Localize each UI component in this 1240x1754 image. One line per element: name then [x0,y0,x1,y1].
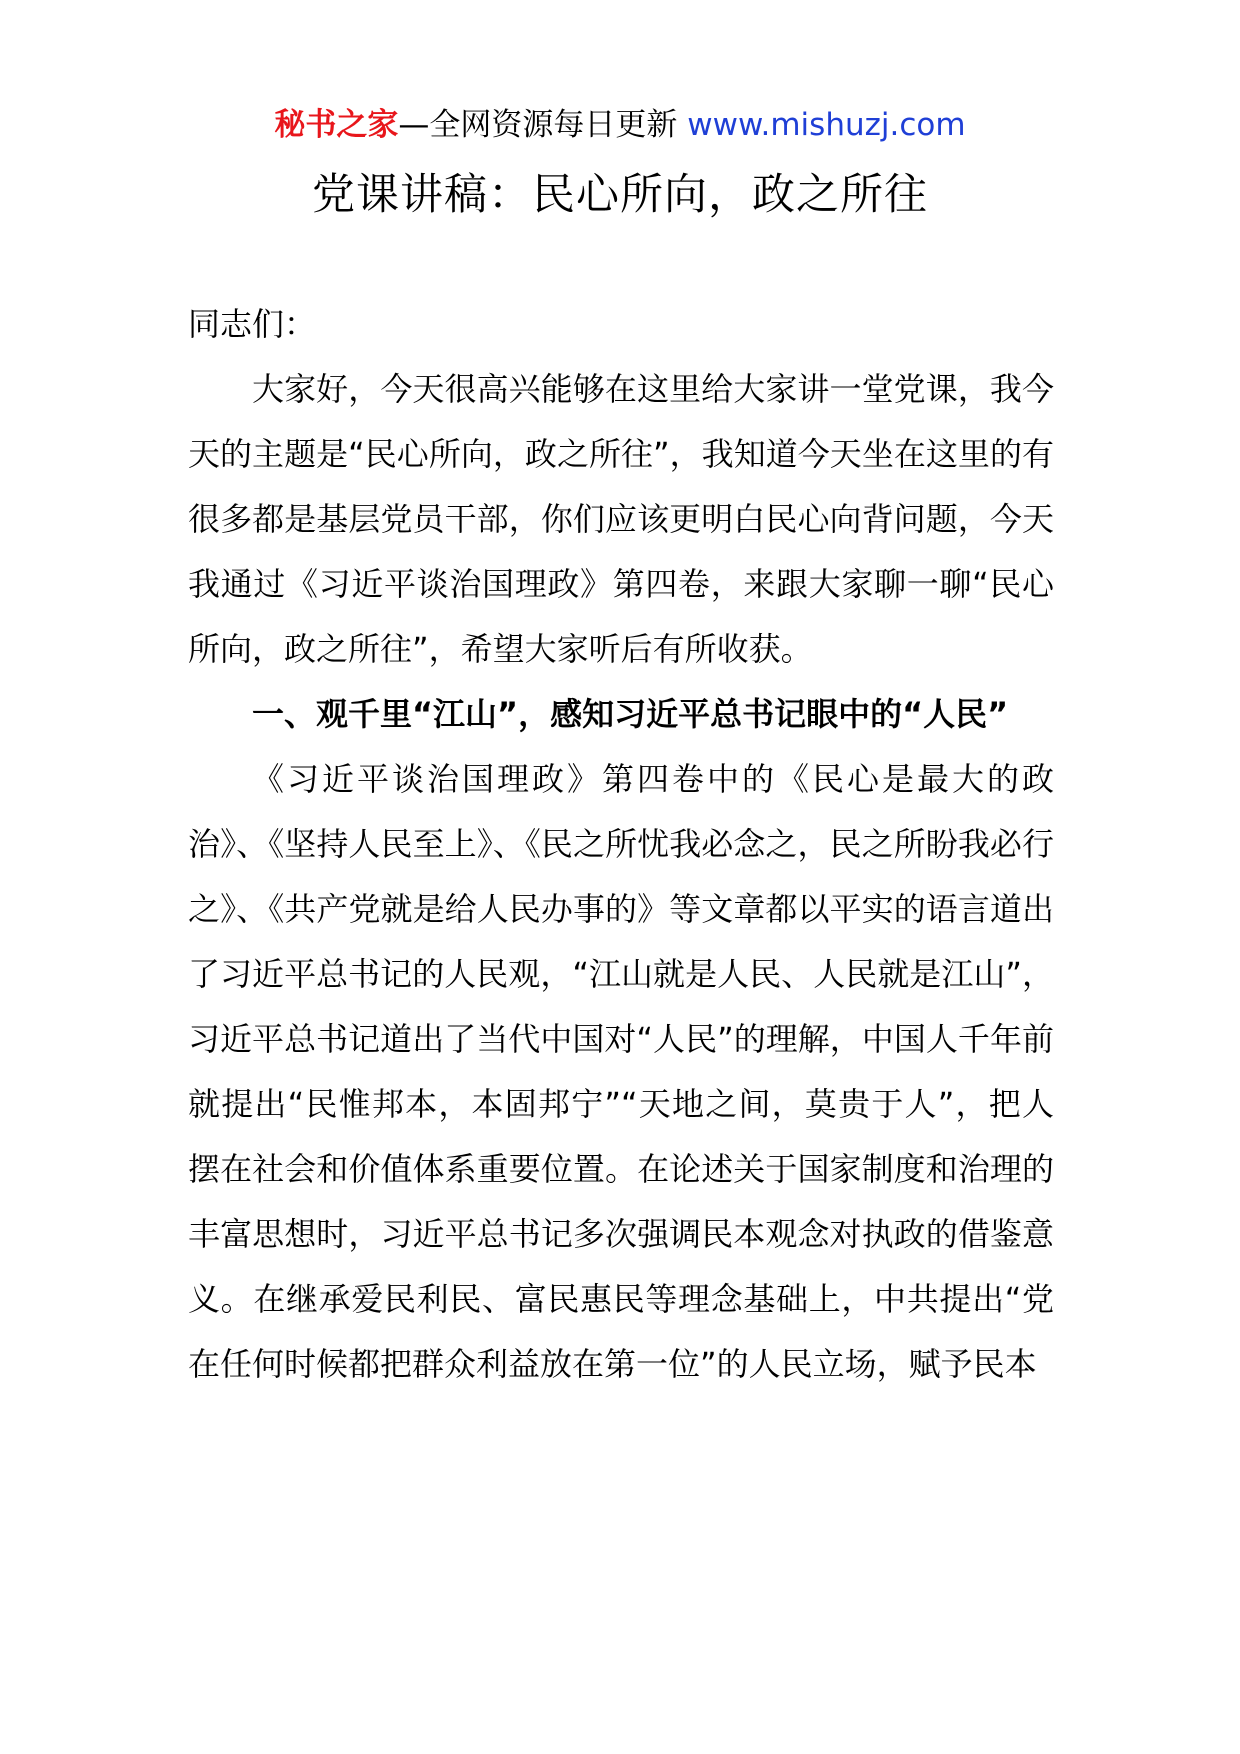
site-url-link[interactable]: www.mishuzj.com [687,107,966,143]
section-paragraph: 《习近平谈治国理政》第四卷中的《民心是最大的政治》、《坚持人民至上》、《民之所忧我必念之，民之所盼我必行之》、《共产党就是给人民办事的》等文章都以平实的语言道出了习近平总书记的人民观，“江山就是人民、人民就是江山”，习近平总书记道出了当代中国对“人民”的理解，中国人千年前就提出“民惟邦本，本固邦宁”“天地之间，莫贵于人”，把人摆在社会和价值体系重要位置。在论述关于国家制度和治理的丰富思想时，习近平总书记多次强调民本观念对执政的借鉴意义。在继承爱民利民、富民惠民等理念基础上，中共提出“党在任何时候都把群众利益放在第一位”的人民立场，赋予民本 [188,760,1054,1383]
intro-paragraph: 大家好，今天很高兴能够在这里给大家讲一堂党课，我今天的主题是“民心所向，政之所往”，我知道今天坐在这里的有很多都是基层党员干部，你们应该更明白民心向背问题，今天我通过《习近平谈治国理政》第四卷，来跟大家聊一聊“民心所向，政之所往”，希望大家听后有所收获。 [188,370,1054,668]
document-body [188,292,1054,1397]
section-heading-1: 一、观千里“江山”，感知习近平总书记眼中的“人民” [252,695,1009,733]
brand-name: 秘书之家 [274,107,399,143]
salutation: 同志们： [188,305,317,343]
header-tagline: —全网资源每日更新 [398,107,678,143]
site-header [0,100,1240,150]
document-title: 党课讲稿：民心所向，政之所往 [312,170,928,220]
